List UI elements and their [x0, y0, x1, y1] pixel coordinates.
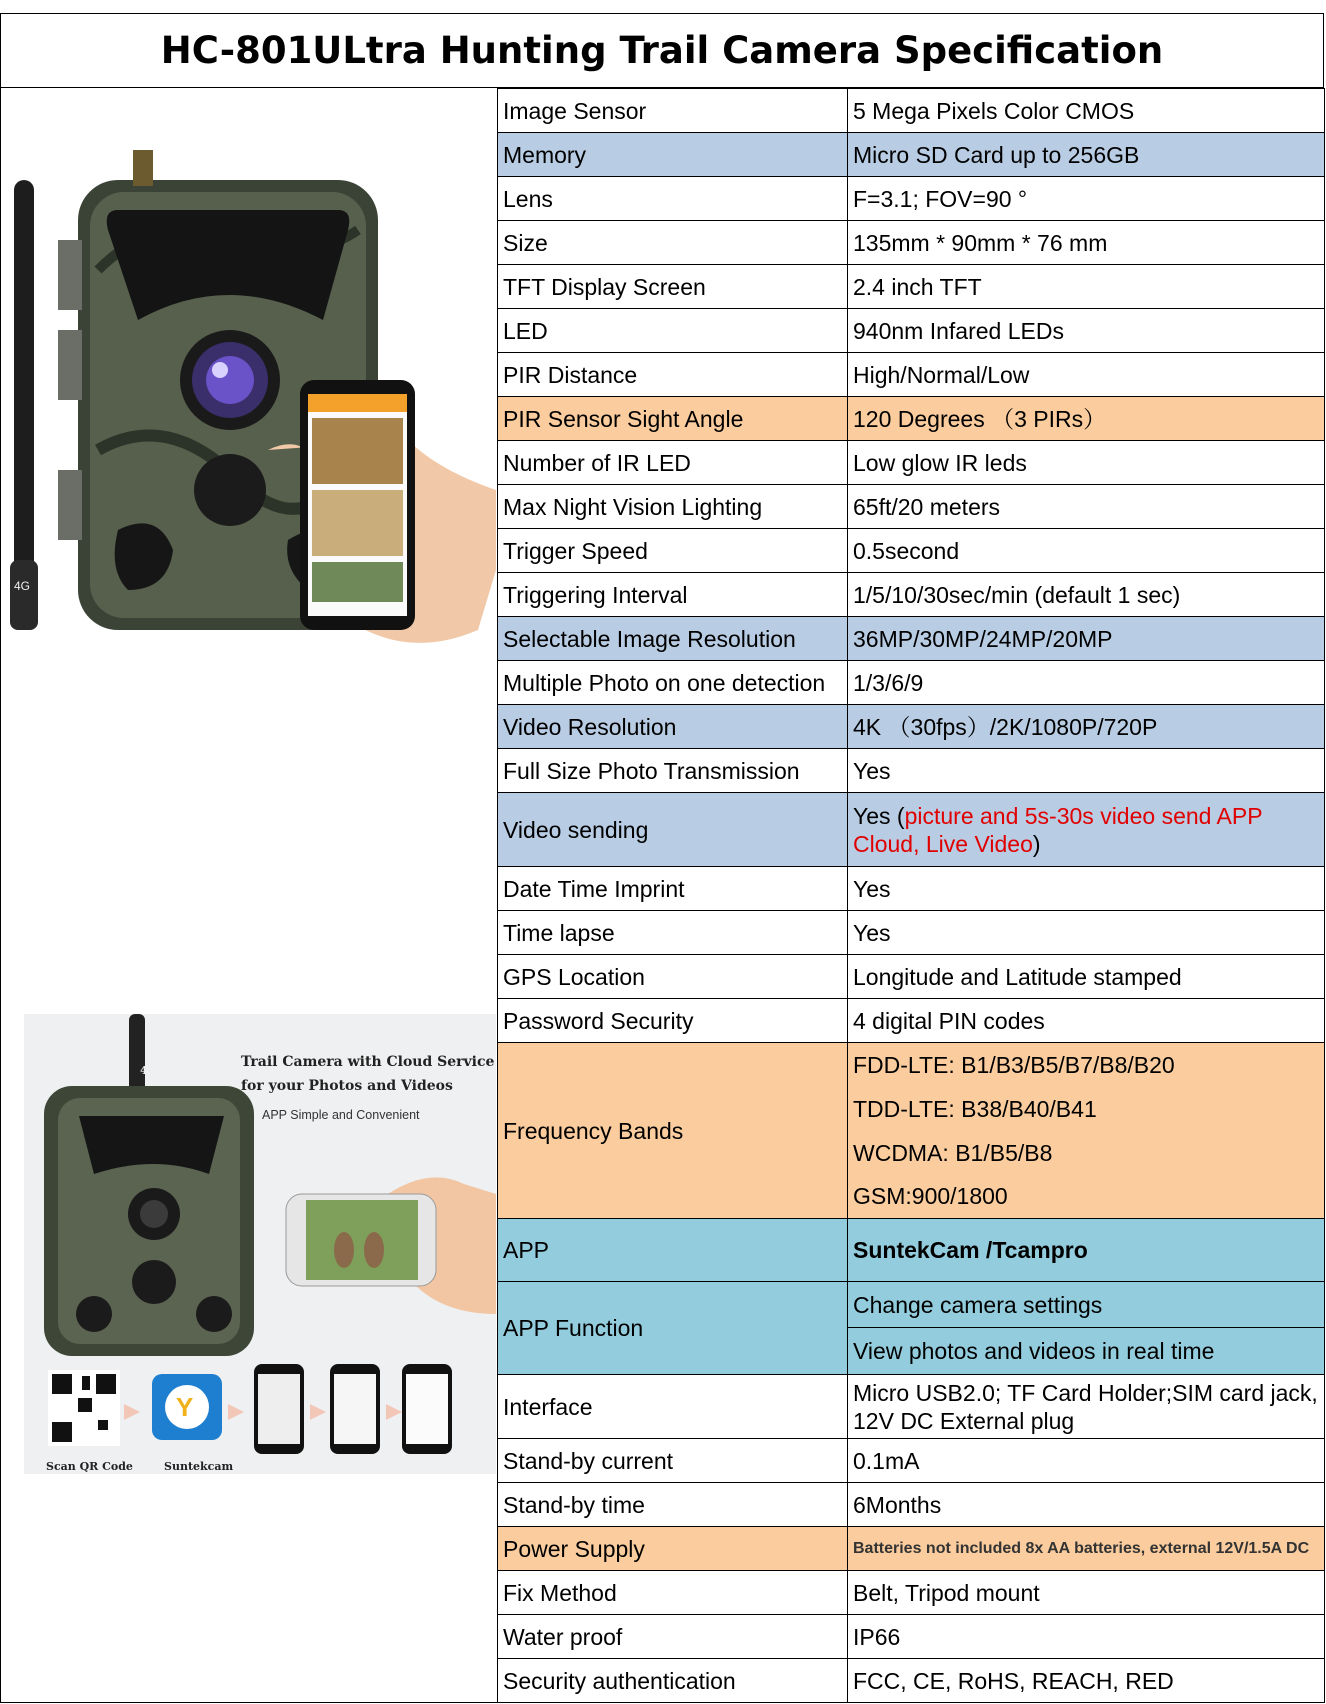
antenna-4g-label: 4G — [14, 579, 31, 593]
spec-value: 4 digital PIN codes — [848, 999, 1325, 1043]
spec-row-fix — [498, 1571, 1325, 1615]
spec-value: Belt, Tripod mount — [848, 1571, 1325, 1615]
promo-headline-1: Trail Camera with Cloud Service — [241, 1054, 495, 1070]
spec-row-gps — [498, 955, 1325, 999]
spec-value: Yes — [848, 749, 1325, 793]
spec-table — [497, 88, 1325, 1703]
spec-value: View photos and videos in real time — [848, 1328, 1325, 1375]
spec-value: Change camera settings — [848, 1282, 1325, 1328]
spec-value: 1/3/6/9 — [848, 661, 1325, 705]
spec-value: Longitude and Latitude stamped — [848, 955, 1325, 999]
spec-row-ir-led — [498, 441, 1325, 485]
spec-value: High/Normal/Low — [848, 353, 1325, 397]
spec-row-pir-distance — [498, 353, 1325, 397]
spec-label: Password Security — [498, 999, 848, 1043]
caption-app: Suntekcam — [164, 1460, 234, 1473]
spec-label: Stand-by time — [498, 1483, 848, 1527]
spec-label: PIR Distance — [498, 353, 848, 397]
spec-row-night-vision — [498, 485, 1325, 529]
spec-value: 0.1mA — [848, 1439, 1325, 1483]
promo-subline: APP Simple and Convenient — [262, 1108, 420, 1122]
spec-row-app — [498, 1219, 1325, 1282]
antenna — [14, 180, 34, 620]
promo-antenna-label: 4G — [140, 1064, 158, 1077]
spec-label: Frequency Bands — [498, 1043, 848, 1219]
video-sending-prefix: Yes ( — [853, 802, 905, 829]
spec-row-image-resolution — [498, 617, 1325, 661]
spec-value: TDD-LTE: B38/B40/B41 — [848, 1087, 1325, 1131]
spec-value — [848, 793, 1325, 867]
spec-value: 940nm Infared LEDs — [848, 309, 1325, 353]
spec-value: IP66 — [848, 1615, 1325, 1659]
video-sending-suffix: ) — [1032, 830, 1041, 857]
spec-value: GSM:900/1800 — [848, 1175, 1325, 1219]
spec-row-frequency — [498, 1043, 1325, 1087]
spec-label: Image Sensor — [498, 89, 848, 133]
spec-label: GPS Location — [498, 955, 848, 999]
spec-value: FDD-LTE: B1/B3/B5/B7/B8/B20 — [848, 1043, 1325, 1087]
spec-row-interface — [498, 1375, 1325, 1439]
trail-camera-image — [8, 150, 496, 658]
app-promo-image — [24, 1014, 496, 1474]
spec-label: Stand-by current — [498, 1439, 848, 1483]
spec-row-memory — [498, 133, 1325, 177]
promo-antenna — [129, 1014, 145, 1094]
spec-label: Size — [498, 221, 848, 265]
spec-value: Batteries not included 8x AA batteries, external 12V/1.5A DC — [848, 1527, 1325, 1571]
left-border — [0, 88, 1, 1703]
spec-label: Power Supply — [498, 1527, 848, 1571]
spec-value: 5 Mega Pixels Color CMOS — [848, 89, 1325, 133]
spec-label: APP — [498, 1219, 848, 1282]
spec-label: PIR Sensor Sight Angle — [498, 397, 848, 441]
spec-value: 135mm * 90mm * 76 mm — [848, 221, 1325, 265]
spec-label: Video sending — [498, 793, 848, 867]
spec-row-multi-photo — [498, 661, 1325, 705]
spec-label: Time lapse — [498, 911, 848, 955]
svg-text:Y: Y — [176, 1392, 194, 1422]
spec-row-video-resolution — [498, 705, 1325, 749]
spec-row-standby-current — [498, 1439, 1325, 1483]
spec-value: 65ft/20 meters — [848, 485, 1325, 529]
spec-label: LED — [498, 309, 848, 353]
spec-value: F=3.1; FOV=90 ° — [848, 177, 1325, 221]
spec-value: Low glow IR leds — [848, 441, 1325, 485]
spec-row-led — [498, 309, 1325, 353]
spec-row-full-size — [498, 749, 1325, 793]
spec-row-tft — [498, 265, 1325, 309]
spec-value: FCC, CE, RoHS, REACH, RED — [848, 1659, 1325, 1703]
spec-row-pir-angle — [498, 397, 1325, 441]
spec-label: Date Time Imprint — [498, 867, 848, 911]
spec-label: Full Size Photo Transmission — [498, 749, 848, 793]
spec-value: 120 Degrees （3 PIRs） — [848, 397, 1325, 441]
spec-value: Yes — [848, 867, 1325, 911]
spec-label: Fix Method — [498, 1571, 848, 1615]
spec-value: 1/5/10/30sec/min (default 1 sec) — [848, 573, 1325, 617]
spec-value: SuntekCam /Tcampro — [848, 1219, 1325, 1282]
promo-headline-2: for your Photos and Videos — [241, 1078, 453, 1094]
spec-value: 6Months — [848, 1483, 1325, 1527]
spec-label: Number of IR LED — [498, 441, 848, 485]
spec-row-date-time — [498, 867, 1325, 911]
caption-qr: Scan QR Code — [46, 1460, 133, 1473]
spec-label: Water proof — [498, 1615, 848, 1659]
spec-row-size — [498, 221, 1325, 265]
spec-label: Multiple Photo on one detection — [498, 661, 848, 705]
page-title: HC-801ULtra Hunting Trail Camera Specification — [0, 13, 1324, 88]
spec-value: 36MP/30MP/24MP/20MP — [848, 617, 1325, 661]
spec-row-standby-time — [498, 1483, 1325, 1527]
spec-label: Security authentication — [498, 1659, 848, 1703]
spec-label: Selectable Image Resolution — [498, 617, 848, 661]
video-sending-highlight: picture and 5s-30s video send APP Cloud, Live Video — [853, 802, 1263, 857]
spec-label-text: Max Night Vision Lighting — [503, 493, 763, 520]
spec-row-trigger-interval — [498, 573, 1325, 617]
spec-row-app-function — [498, 1282, 1325, 1328]
pir-center — [194, 454, 266, 526]
spec-row-waterproof — [498, 1615, 1325, 1659]
spec-value: Yes — [848, 911, 1325, 955]
spec-value: 0.5second — [848, 529, 1325, 573]
bottom-border — [0, 1702, 497, 1703]
spec-row-trigger-speed — [498, 529, 1325, 573]
spec-label — [498, 485, 848, 529]
spec-row-power — [498, 1527, 1325, 1571]
spec-row-video-sending — [498, 793, 1325, 867]
spec-label: Interface — [498, 1375, 848, 1439]
spec-label: Memory — [498, 133, 848, 177]
spec-row-image-sensor — [498, 89, 1325, 133]
spec-label: APP Function — [498, 1282, 848, 1375]
spec-label: Lens — [498, 177, 848, 221]
spec-label: Trigger Speed — [498, 529, 848, 573]
spec-value: 2.4 inch TFT — [848, 265, 1325, 309]
spec-label: TFT Display Screen — [498, 265, 848, 309]
spec-row-security — [498, 1659, 1325, 1703]
spec-row-time-lapse — [498, 911, 1325, 955]
spec-row-lens — [498, 177, 1325, 221]
spec-value: Micro SD Card up to 256GB — [848, 133, 1325, 177]
spec-value: Micro USB2.0; TF Card Holder;SIM card jack, 12V DC External plug — [848, 1375, 1325, 1439]
spec-value: WCDMA: B1/B5/B8 — [848, 1131, 1325, 1175]
spec-label: Video Resolution — [498, 705, 848, 749]
spec-row-password — [498, 999, 1325, 1043]
spec-value: 4K （30fps）/2K/1080P/720P — [848, 705, 1325, 749]
spec-label: Triggering Interval — [498, 573, 848, 617]
